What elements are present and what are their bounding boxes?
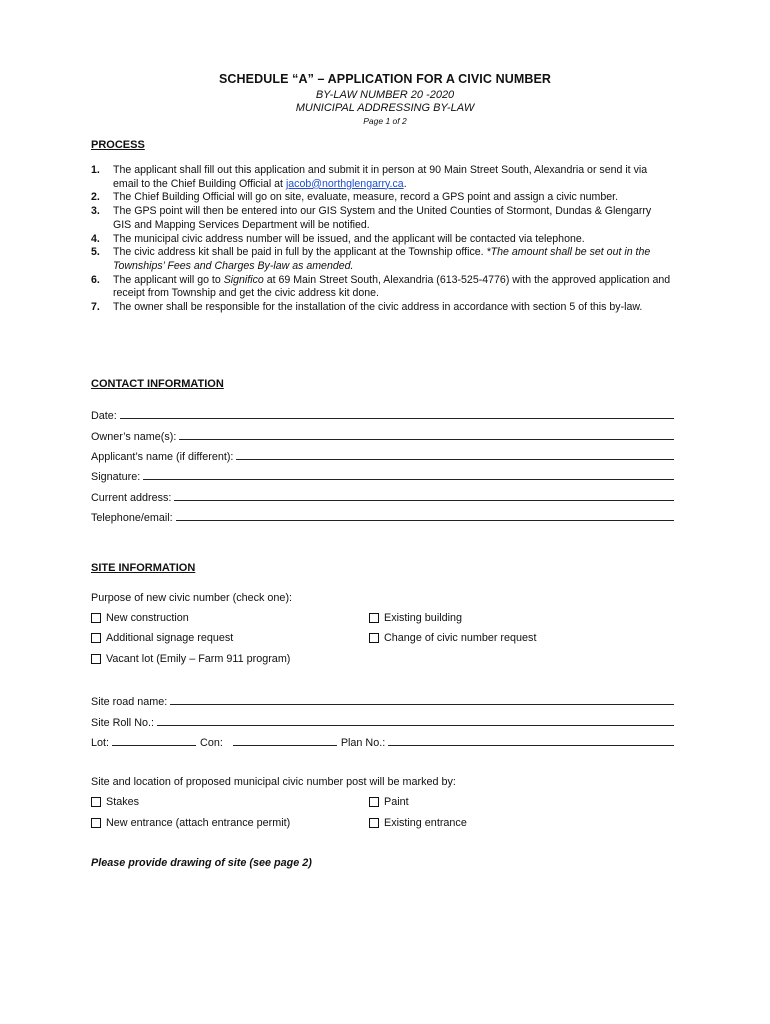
change-civic-number-checkbox[interactable] [369,632,536,644]
new-entrance-checkbox[interactable] [91,817,290,829]
site-heading: SITE INFORMATION [91,562,196,574]
telephone-email-field[interactable] [91,510,674,524]
step-number: 4. [91,232,100,245]
process-step-2 [91,191,671,205]
fill-line[interactable] [179,429,674,440]
checkbox-label: Paint [384,796,409,808]
plan-line[interactable] [388,735,674,746]
fill-line[interactable] [176,510,674,521]
document-header [0,72,770,126]
lot-con-plan-row [91,735,674,749]
vendor-name: Significo [223,273,264,286]
contact-heading: CONTACT INFORMATION [91,378,224,390]
step-number: 7. [91,301,100,314]
field-label: Applicant’s name (if different): [91,451,234,463]
document-title: SCHEDULE “A” – APPLICATION FOR A CIVIC NUMBER [218,72,552,86]
new-construction-checkbox[interactable] [91,612,189,624]
checkbox-label: Additional signage request [106,632,234,644]
process-heading: PROCESS [91,139,145,151]
checkbox-label: Existing entrance [384,817,467,829]
signature-field[interactable] [91,469,674,483]
step-number: 3. [91,205,100,218]
checkbox-square[interactable] [91,613,101,623]
process-step-3 [91,205,671,232]
step-text: The Chief Building Official will go on site, evaluate, measure, record a GPS point and assign a civic number. [113,191,619,204]
checkbox-square[interactable] [91,797,101,807]
paint-checkbox[interactable] [369,796,409,808]
checkbox-square[interactable] [369,818,379,828]
checkbox-square[interactable] [369,633,379,643]
checkbox-square[interactable] [369,613,379,623]
process-step-7 [91,301,671,315]
existing-entrance-checkbox[interactable] [369,817,467,829]
fill-line[interactable] [170,694,674,705]
site-road-name-field[interactable] [91,694,674,708]
field-label: Site Roll No.: [91,717,155,729]
step-text: The civic address kit shall be paid in full by the applicant at the Township office. [113,246,487,259]
process-list [91,164,671,315]
process-step-6 [91,274,671,301]
field-label: Current address: [91,492,172,504]
checkbox-label: Stakes [106,796,140,808]
checkbox-square[interactable] [91,633,101,643]
checkbox-label: New construction [106,612,189,624]
plan-label: Plan No.: [340,737,386,749]
process-step-5 [91,246,671,273]
email-link[interactable]: jacob@northglengarry.ca [285,177,404,190]
purpose-label: Purpose of new civic number (check one): [91,592,293,604]
fill-line[interactable] [157,715,674,726]
step-number: 6. [91,273,100,286]
checkbox-square[interactable] [91,654,101,664]
page-number: Page 1 of 2 [363,116,407,126]
additional-signage-checkbox[interactable] [91,632,233,644]
step-text: The applicant shall fill out this application and submit it in person at 90 Main Street South, Alexandria or send it via email to the Chief Building Official at [113,164,648,190]
step-text-end: . [403,177,407,190]
checkbox-label: New entrance (attach entrance permit) [106,817,291,829]
bylaw-number: BY-LAW NUMBER 20 -2020 [315,89,455,101]
fill-line[interactable] [143,469,674,480]
bylaw-name: MUNICIPAL ADDRESSING BY-LAW [295,102,475,114]
fill-line[interactable] [174,490,674,501]
process-step-4 [91,233,671,247]
vacant-lot-checkbox[interactable] [91,653,290,665]
field-label: Site road name: [91,696,168,708]
checkbox-square[interactable] [91,818,101,828]
lot-label: Lot: [91,737,110,749]
step-text: The GPS point will then be entered into our GIS System and the United Counties of Stormont, Dundas & Glengarry GIS and Mapping Services Department will be notified. [113,205,652,231]
step-text: The applicant will go to [113,273,224,286]
lot-line[interactable] [112,735,196,746]
marked-by-label: Site and location of proposed municipal civic number post will be marked by: [91,776,456,788]
fill-line[interactable] [120,408,674,419]
con-label: Con: [200,737,223,749]
field-label: Owner’s name(s): [91,431,177,443]
checkbox-square[interactable] [369,797,379,807]
fill-line[interactable] [236,449,674,460]
applicant-name-field[interactable] [91,449,674,463]
fee-note: *The amount shall be set out in the Townships’ Fees and Charges By-law as amended. [113,246,651,272]
site-roll-no-field[interactable] [91,715,674,729]
date-field[interactable] [91,408,674,422]
stakes-checkbox[interactable] [91,796,139,808]
owner-name-field[interactable] [91,429,674,443]
step-number: 5. [91,246,100,259]
drawing-note: Please provide drawing of site (see page 2) [91,857,312,869]
existing-building-checkbox[interactable] [369,612,462,624]
checkbox-label: Change of civic number request [384,632,537,644]
current-address-field[interactable] [91,490,674,504]
field-label: Signature: [91,471,141,483]
step-number: 2. [91,191,100,204]
process-step-1 [91,164,671,191]
step-text: The owner shall be responsible for the installation of the civic address in accordance with section 5 of this by-law. [113,301,643,314]
step-text: The municipal civic address number will be issued, and the applicant will be contacted via telephone. [113,232,585,245]
con-line[interactable] [233,735,337,746]
field-label: Telephone/email: [91,512,173,524]
field-label: Date: [91,410,117,422]
checkbox-label: Vacant lot (Emily – Farm 911 program) [106,653,291,665]
checkbox-label: Existing building [384,612,463,624]
step-text-end: at 69 Main Street South, Alexandria (613-525-4776) with the approved application and receipt from Township and get the civic address kit done. [113,273,671,300]
step-number: 1. [91,164,100,176]
